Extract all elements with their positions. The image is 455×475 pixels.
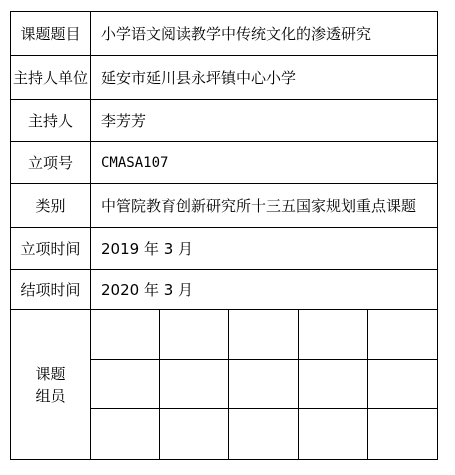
row-host <box>11 100 437 142</box>
member-cell <box>299 409 368 459</box>
row-completion-date <box>11 270 437 310</box>
project-title-label: 课题题目 <box>11 12 91 55</box>
member-cell <box>299 360 368 410</box>
members-grid <box>91 310 437 459</box>
row-host-unit <box>11 56 437 100</box>
row-project-number <box>11 142 437 184</box>
host-value: 李芳芳 <box>101 112 147 130</box>
row-project-title <box>11 12 437 56</box>
approval-date-label: 立项时间 <box>11 228 91 269</box>
row-members <box>11 310 437 459</box>
member-cell <box>160 360 229 410</box>
member-cell <box>299 310 368 360</box>
member-cell <box>368 360 437 410</box>
host-unit-label: 主持人单位 <box>11 56 91 99</box>
host-label: 主持人 <box>11 100 91 141</box>
completion-date-label: 结项时间 <box>11 270 91 309</box>
member-cell <box>91 310 160 360</box>
completion-date-value: 2020 年 3 月 <box>101 281 194 299</box>
member-cell <box>229 409 298 459</box>
member-cell <box>160 409 229 459</box>
host-unit-value: 延安市延川县永坪镇中心小学 <box>101 69 297 87</box>
project-number-label: 立项号 <box>11 142 91 183</box>
row-category <box>11 184 437 228</box>
members-label-line2: 组员 <box>35 386 66 405</box>
approval-date-value: 2019 年 3 月 <box>101 240 194 258</box>
member-cell <box>91 360 160 410</box>
member-cell <box>368 310 437 360</box>
member-cell <box>91 409 160 459</box>
row-approval-date <box>11 228 437 270</box>
members-label <box>11 310 91 459</box>
category-value: 中管院教育创新研究所十三五国家规划重点课题 <box>101 197 417 215</box>
member-cell <box>229 360 298 410</box>
member-cell <box>160 310 229 360</box>
project-title-value: 小学语文阅读教学中传统文化的渗透研究 <box>101 25 372 43</box>
project-info-table <box>10 11 438 460</box>
project-number-value: CMASA107 <box>101 154 169 171</box>
members-label-line1: 课题 <box>35 364 66 383</box>
member-cell <box>368 409 437 459</box>
category-label: 类别 <box>11 184 91 227</box>
member-cell <box>229 310 298 360</box>
